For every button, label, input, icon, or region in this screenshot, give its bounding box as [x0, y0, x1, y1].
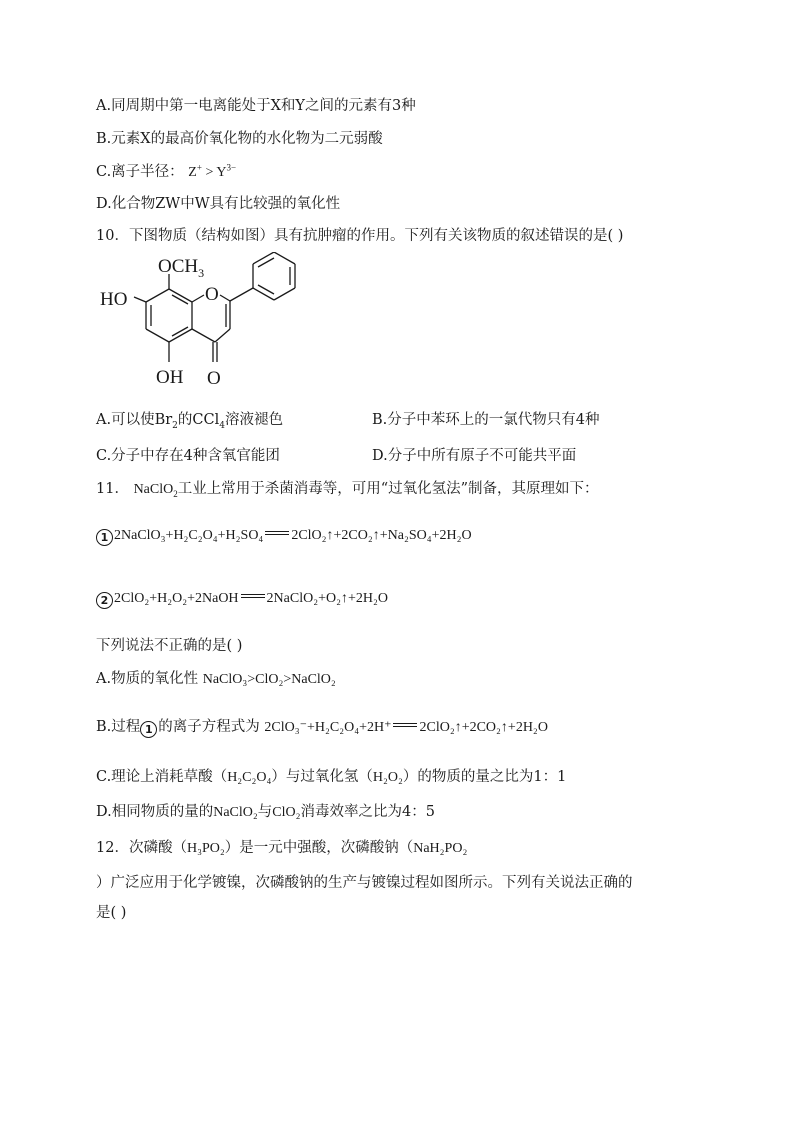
- subscript: 2: [172, 420, 178, 431]
- q9-option-c-formula: [188, 162, 237, 180]
- q11-equation-2: [96, 589, 388, 609]
- q11-c-text: ）与过氧化氢（: [271, 769, 373, 785]
- ho-label: HO: [100, 289, 128, 310]
- q9-option-a: A.同周期中第一电离能处于X和Y之间的元素有3种: [96, 98, 416, 114]
- q9-option-b: B.元素X的最高价氧化物的水化物为二元弱酸: [96, 131, 383, 147]
- q11-a-text: A.物质的氧化性: [96, 671, 199, 687]
- equation-reactants: 2ClO₂+H₂O₂+2NaOH: [114, 591, 239, 606]
- ring-oxygen-label: O: [205, 284, 219, 305]
- q11-c-text: ）的物质的量之比为1：1: [402, 769, 567, 785]
- subscript: 4: [219, 420, 225, 431]
- q11-stem-text: 工业上常用于杀菌消毒等，可用“过氧化氢法”制备，其原理如下：: [177, 481, 599, 497]
- q9-option-c-prefix: C.离子半径：: [96, 164, 184, 180]
- q11-d-text: D.相同物质的量的: [96, 804, 214, 820]
- ion-y: > Y: [201, 165, 227, 180]
- equals-sign-icon: [265, 531, 289, 535]
- q10-option-b: B.分子中苯环上的一氯代物只有4种: [372, 412, 600, 428]
- formula: NaClO: [133, 482, 174, 497]
- q11-b-equation: [264, 720, 548, 735]
- formula: H₃PO₂: [186, 841, 225, 856]
- q11-a-formula: NaClO₃>ClO₂>NaClO₂: [202, 672, 336, 687]
- circled-number-2: 2: [96, 592, 113, 609]
- q11-d-text: 与: [257, 804, 273, 820]
- q10-a-text: A.可以使Br: [96, 412, 173, 428]
- equals-sign-icon: [241, 594, 265, 598]
- question-number: 11．: [96, 481, 129, 497]
- q9-option-d: D.化合物ZW中W具有比较强的氧化性: [96, 196, 341, 212]
- equation-products: 2NaClO₂+O₂↑+2H₂O: [266, 591, 388, 606]
- formula: H₂C₂O₄: [227, 770, 272, 785]
- q12-text: 12．次磷酸（: [96, 840, 187, 856]
- q11-stem: [96, 479, 599, 500]
- chrysin-structure-diagram: [96, 252, 316, 392]
- ion-z: Z: [188, 165, 197, 180]
- formula: NaH₂PO₂: [413, 841, 468, 856]
- q10-option-a: [96, 410, 283, 430]
- equation-reactants: 2NaClO₃+H₂C₂O₄+H₂SO₄: [114, 528, 264, 543]
- q10-a-text: 的CCl: [177, 412, 220, 428]
- q12-text: ）是一元中强酸，次磷酸钠（: [224, 840, 414, 856]
- q10-stem: 10．下图物质（结构如图）具有抗肿瘤的作用。下列有关该物质的叙述错误的是( ): [96, 228, 624, 244]
- q11-c-text: C.理论上消耗草酸（: [96, 769, 228, 785]
- q12-stem-line-3: 是( ): [96, 905, 127, 921]
- q12-stem-line-2: ）广泛应用于化学镀镍，次磷酸钠的生产与镀镍过程如图所示。下列有关说法正确的: [96, 875, 633, 891]
- q11-option-a: [96, 669, 336, 690]
- q11-equation-1: [96, 526, 472, 546]
- q12-stem-line-1: [96, 838, 467, 859]
- circled-number-1: 1: [140, 721, 157, 738]
- q10-option-d: D.分子中所有原子不可能共平面: [372, 448, 577, 464]
- q11-stem-formula: [134, 482, 178, 497]
- ion-z-charge: +: [196, 162, 202, 173]
- equation-products: 2ClO₂↑+2CO₂↑+2H₂O: [419, 720, 548, 735]
- q11-b-text: 的离子方程式为: [158, 719, 260, 735]
- q9-option-c: [96, 162, 236, 183]
- formula: ClO₂: [272, 805, 301, 820]
- keto-oxygen-label: O: [207, 368, 221, 389]
- circled-number-1: 1: [96, 529, 113, 546]
- formula: H₂O₂: [372, 770, 403, 785]
- q11-option-c: [96, 767, 566, 788]
- q10-a-text: 溶液褪色: [224, 412, 283, 428]
- och3-label: $OCH_3$: [158, 256, 205, 280]
- q11-d-text: 消毒效率之比为4：5: [300, 804, 435, 820]
- equation-products: 2ClO₂↑+2CO₂↑+Na₂SO₄+2H₂O: [291, 528, 472, 543]
- ion-y-charge: 3−: [226, 162, 237, 173]
- subscript: 2: [173, 488, 178, 499]
- equation-reactants: 2ClO₃⁻+H₂C₂O₄+2H⁺: [264, 720, 392, 735]
- oh-label: OH: [156, 367, 184, 388]
- q10-option-c: C.分子中存在4种含氧官能团: [96, 448, 280, 464]
- q11-option-d: [96, 802, 435, 823]
- q11-question: 下列说法不正确的是( ): [96, 638, 243, 654]
- q11-option-b: [96, 717, 548, 738]
- equals-sign-icon: [393, 723, 417, 727]
- q11-b-text: B.过程: [96, 719, 141, 735]
- formula: NaClO₂: [213, 805, 258, 820]
